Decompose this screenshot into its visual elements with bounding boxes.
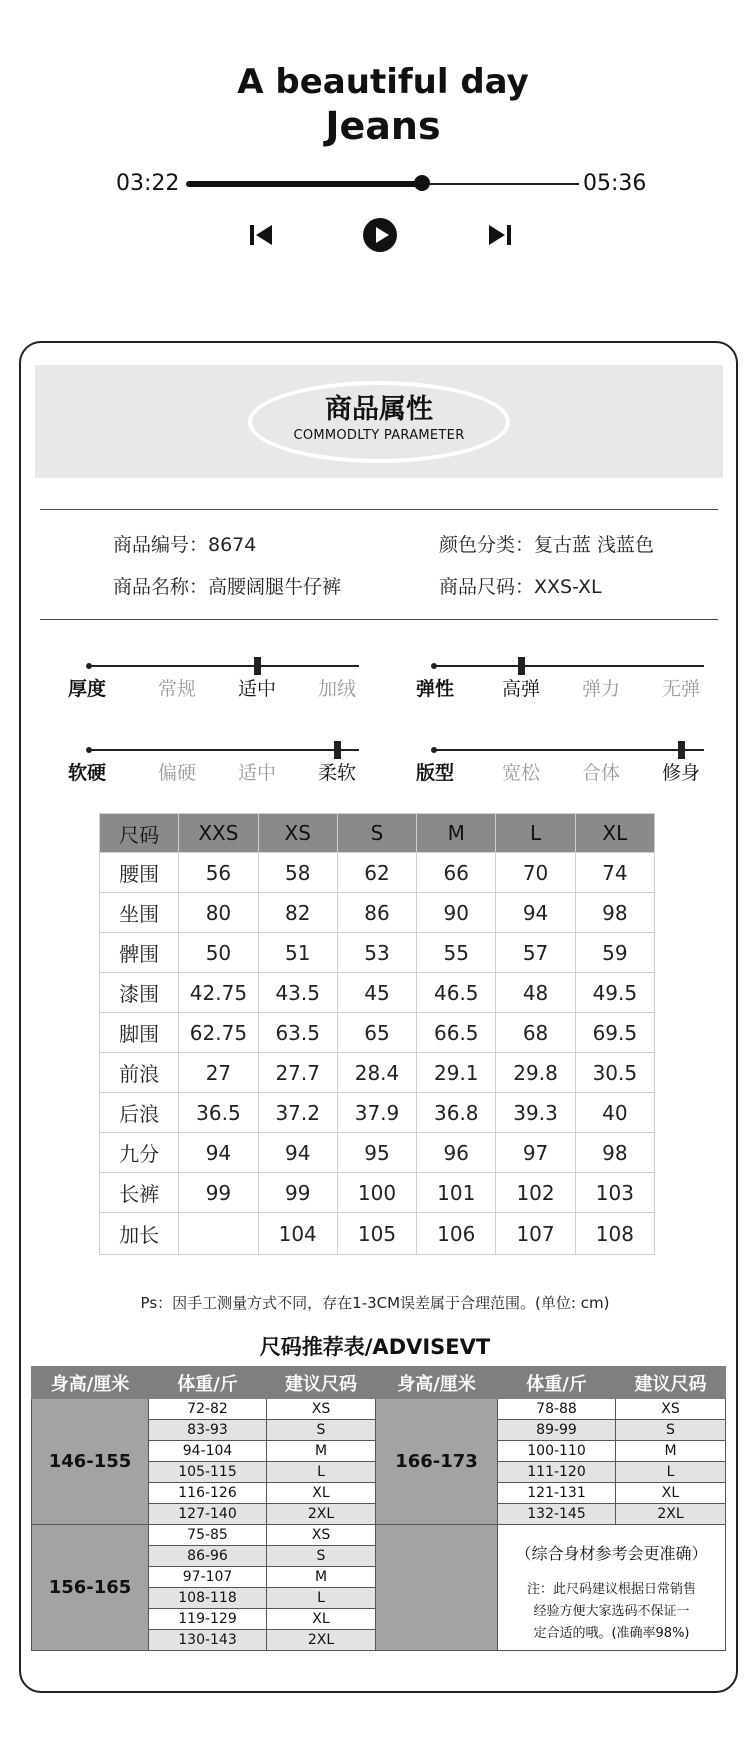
attribute-option: 修身 [661,762,700,784]
table-cell: 漆围 [100,973,179,1013]
product-color: 颜色分类：复古蓝 浅蓝色 [439,534,655,556]
table-cell: 42.75 [179,973,258,1013]
divider-top [40,509,718,510]
table-row [100,973,655,1013]
table-cell: 94 [258,1133,337,1173]
table-cell: 66 [417,853,496,893]
table-row [100,1093,655,1133]
attribute-option: 无弹 [661,678,700,700]
table-cell: 36.8 [417,1093,496,1133]
weight-cell: 132-145 [498,1504,616,1525]
table-cell: 46.5 [417,973,496,1013]
blank-cell [376,1525,498,1651]
table-cell: 腰围 [100,853,179,893]
table-row [100,1013,655,1053]
table-cell: 108 [575,1213,654,1255]
banner-subtitle: COMMODLTY PARAMETER [293,428,465,443]
size-table [99,813,655,1255]
attribute-option: 常规 [157,678,196,700]
size-table-header-cell: 尺码 [100,814,179,853]
table-cell: 97 [496,1133,575,1173]
table-cell: 51 [258,933,337,973]
table-cell [179,1213,258,1255]
table-cell: 105 [337,1213,416,1255]
next-icon[interactable] [487,222,513,248]
product-size-range: 商品尺码：XXS-XL [439,576,602,598]
table-cell: 53 [337,933,416,973]
slider-track [434,665,704,667]
weight-cell: 75-85 [149,1525,267,1546]
table-cell: 68 [496,1013,575,1053]
size-cell: XL [267,1483,376,1504]
height-range-cell: 156-165 [32,1525,149,1651]
song-title: A beautiful day [237,62,529,102]
table-cell: 98 [575,1133,654,1173]
table-cell: 59 [575,933,654,973]
size-cell: L [267,1462,376,1483]
table-cell: 65 [337,1013,416,1053]
size-cell: S [267,1546,376,1567]
slider-marker [254,657,261,675]
table-cell: 29.1 [417,1053,496,1093]
size-table-header-cell: M [417,814,496,853]
weight-cell: 83-93 [149,1420,267,1441]
table-cell: 101 [417,1173,496,1213]
size-table-header-cell: L [496,814,575,853]
slider-marker [334,741,341,759]
size-cell: XS [267,1399,376,1420]
size-cell: M [267,1441,376,1462]
remark-cell [498,1525,726,1651]
slider-track [89,749,359,751]
size-cell: L [616,1462,726,1483]
table-cell: 99 [179,1173,258,1213]
table-cell: 95 [337,1133,416,1173]
size-cell: 2XL [267,1504,376,1525]
recommend-header-cell: 体重/斤 [498,1367,616,1399]
slider-track [89,665,359,667]
attribute-option: 适中 [237,762,276,784]
table-cell: 57 [496,933,575,973]
table-cell: 62 [337,853,416,893]
attribute-name: 厚度 [68,678,107,700]
recommend-table-header [32,1367,726,1399]
table-cell: 49.5 [575,973,654,1013]
size-cell: M [267,1567,376,1588]
size-table-header-cell: XS [258,814,337,853]
weight-cell: 86-96 [149,1546,267,1567]
table-cell: 58 [258,853,337,893]
table-cell: 50 [179,933,258,973]
total-time: 05:36 [583,171,647,196]
table-cell: 37.9 [337,1093,416,1133]
table-row [100,1173,655,1213]
size-cell: 2XL [267,1630,376,1651]
size-cell: XL [267,1609,376,1630]
size-cell: XS [267,1525,376,1546]
table-cell: 63.5 [258,1013,337,1053]
attribute-name: 版型 [416,762,455,784]
size-cell: 2XL [616,1504,726,1525]
table-cell: 56 [179,853,258,893]
table-cell: 39.3 [496,1093,575,1133]
weight-cell: 121-131 [498,1483,616,1504]
size-table-header [100,814,655,853]
size-cell: L [267,1588,376,1609]
table-row [32,1399,726,1420]
weight-cell: 100-110 [498,1441,616,1462]
recommend-title: 尺码推荐表/ADVISEVT [259,1335,491,1359]
recommend-header-cell: 身高/厘米 [32,1367,149,1399]
table-cell: 74 [575,853,654,893]
table-cell: 104 [258,1213,337,1255]
table-row [100,1053,655,1093]
table-cell: 前浪 [100,1053,179,1093]
table-cell: 106 [417,1213,496,1255]
size-table-header-cell: S [337,814,416,853]
table-cell: 100 [337,1173,416,1213]
recommend-header-cell: 体重/斤 [149,1367,267,1399]
weight-cell: 94-104 [149,1441,267,1462]
table-cell: 98 [575,893,654,933]
table-cell: 脚围 [100,1013,179,1053]
slider-start-dot [86,747,92,753]
slider-marker [518,657,525,675]
table-cell: 90 [417,893,496,933]
table-cell: 36.5 [179,1093,258,1133]
progress-fill [186,181,422,187]
size-cell: XL [616,1483,726,1504]
table-cell: 94 [496,893,575,933]
slider-start-dot [431,747,437,753]
table-cell: 107 [496,1213,575,1255]
table-cell: 45 [337,973,416,1013]
table-row [100,853,655,893]
table-cell: 29.8 [496,1053,575,1093]
attribute-option: 宽松 [501,762,540,784]
table-cell: 后浪 [100,1093,179,1133]
table-cell: 94 [179,1133,258,1173]
table-row [32,1525,726,1546]
weight-cell: 119-129 [149,1609,267,1630]
remark-line: 经验方便大家选码不保证一 [533,1604,690,1619]
banner-title: 商品属性 [325,394,433,425]
table-cell: 96 [417,1133,496,1173]
weight-cell: 108-118 [149,1588,267,1609]
attribute-option: 弹力 [581,678,620,700]
size-cell: S [616,1420,726,1441]
weight-cell: 111-120 [498,1462,616,1483]
product-name: 商品名称：高腰阔腿牛仔裤 [113,576,342,598]
table-cell: 加长 [100,1213,179,1255]
table-cell: 37.2 [258,1093,337,1133]
weight-cell: 97-107 [149,1567,267,1588]
table-cell: 55 [417,933,496,973]
height-range-cell: 146-155 [32,1399,149,1525]
remark-line: 注：此尺码建议根据日常销售 [526,1582,696,1597]
table-row [100,933,655,973]
divider-bottom [40,619,718,620]
attribute-name: 软硬 [68,762,107,784]
attribute-name: 弹性 [416,678,455,700]
weight-cell: 130-143 [149,1630,267,1651]
song-subtitle: Jeans [325,104,441,148]
table-cell: 102 [496,1173,575,1213]
weight-cell: 89-99 [498,1420,616,1441]
table-cell: 43.5 [258,973,337,1013]
attribute-option: 适中 [237,678,276,700]
weight-cell: 72-82 [149,1399,267,1420]
attribute-option: 高弹 [501,678,540,700]
table-row [100,1213,655,1255]
table-cell: 27 [179,1053,258,1093]
table-cell: 髀围 [100,933,179,973]
height-range-cell: 166-173 [376,1399,498,1525]
table-cell: 28.4 [337,1053,416,1093]
previous-icon[interactable] [248,222,274,248]
table-cell: 86 [337,893,416,933]
attribute-option: 加绒 [317,678,356,700]
current-time: 03:22 [116,171,180,196]
slider-start-dot [86,663,92,669]
table-cell: 99 [258,1173,337,1213]
table-cell: 48 [496,973,575,1013]
product-code: 商品编号：8674 [113,534,257,556]
weight-cell: 105-115 [149,1462,267,1483]
table-cell: 69.5 [575,1013,654,1053]
size-cell: XS [616,1399,726,1420]
attribute-option: 合体 [581,762,620,784]
progress-knob[interactable] [414,175,430,191]
recommend-header-cell: 建议尺码 [267,1367,376,1399]
size-cell: M [616,1441,726,1462]
table-cell: 66.5 [417,1013,496,1053]
weight-cell: 116-126 [149,1483,267,1504]
table-cell: 27.7 [258,1053,337,1093]
slider-start-dot [431,663,437,669]
table-cell: 62.75 [179,1013,258,1053]
table-cell: 103 [575,1173,654,1213]
table-row [100,1133,655,1173]
attribute-option: 柔软 [317,762,356,784]
table-cell: 82 [258,893,337,933]
table-cell: 70 [496,853,575,893]
table-cell: 九分 [100,1133,179,1173]
remark-title: （综合身材参考会更准确） [515,1544,708,1563]
play-icon[interactable] [362,217,398,253]
recommend-header-cell: 身高/厘米 [376,1367,498,1399]
table-cell: 30.5 [575,1053,654,1093]
slider-track [434,749,704,751]
size-cell: S [267,1420,376,1441]
table-cell: 40 [575,1093,654,1133]
recommend-header-cell: 建议尺码 [616,1367,726,1399]
slider-marker [678,741,685,759]
size-table-header-cell: XXS [179,814,258,853]
table-cell: 80 [179,893,258,933]
table-cell: 长裤 [100,1173,179,1213]
weight-cell: 127-140 [149,1504,267,1525]
recommend-table [31,1366,726,1651]
remark-line: 定合适的哦。(准确率98%) [533,1626,690,1641]
size-table-header-cell: XL [575,814,654,853]
table-cell: 坐围 [100,893,179,933]
weight-cell: 78-88 [498,1399,616,1420]
table-row [100,893,655,933]
attribute-option: 偏硬 [157,762,196,784]
measurement-note: Ps：因手工测量方式不同，存在1-3CM误差属于合理范围。(单位: cm) [140,1294,610,1312]
